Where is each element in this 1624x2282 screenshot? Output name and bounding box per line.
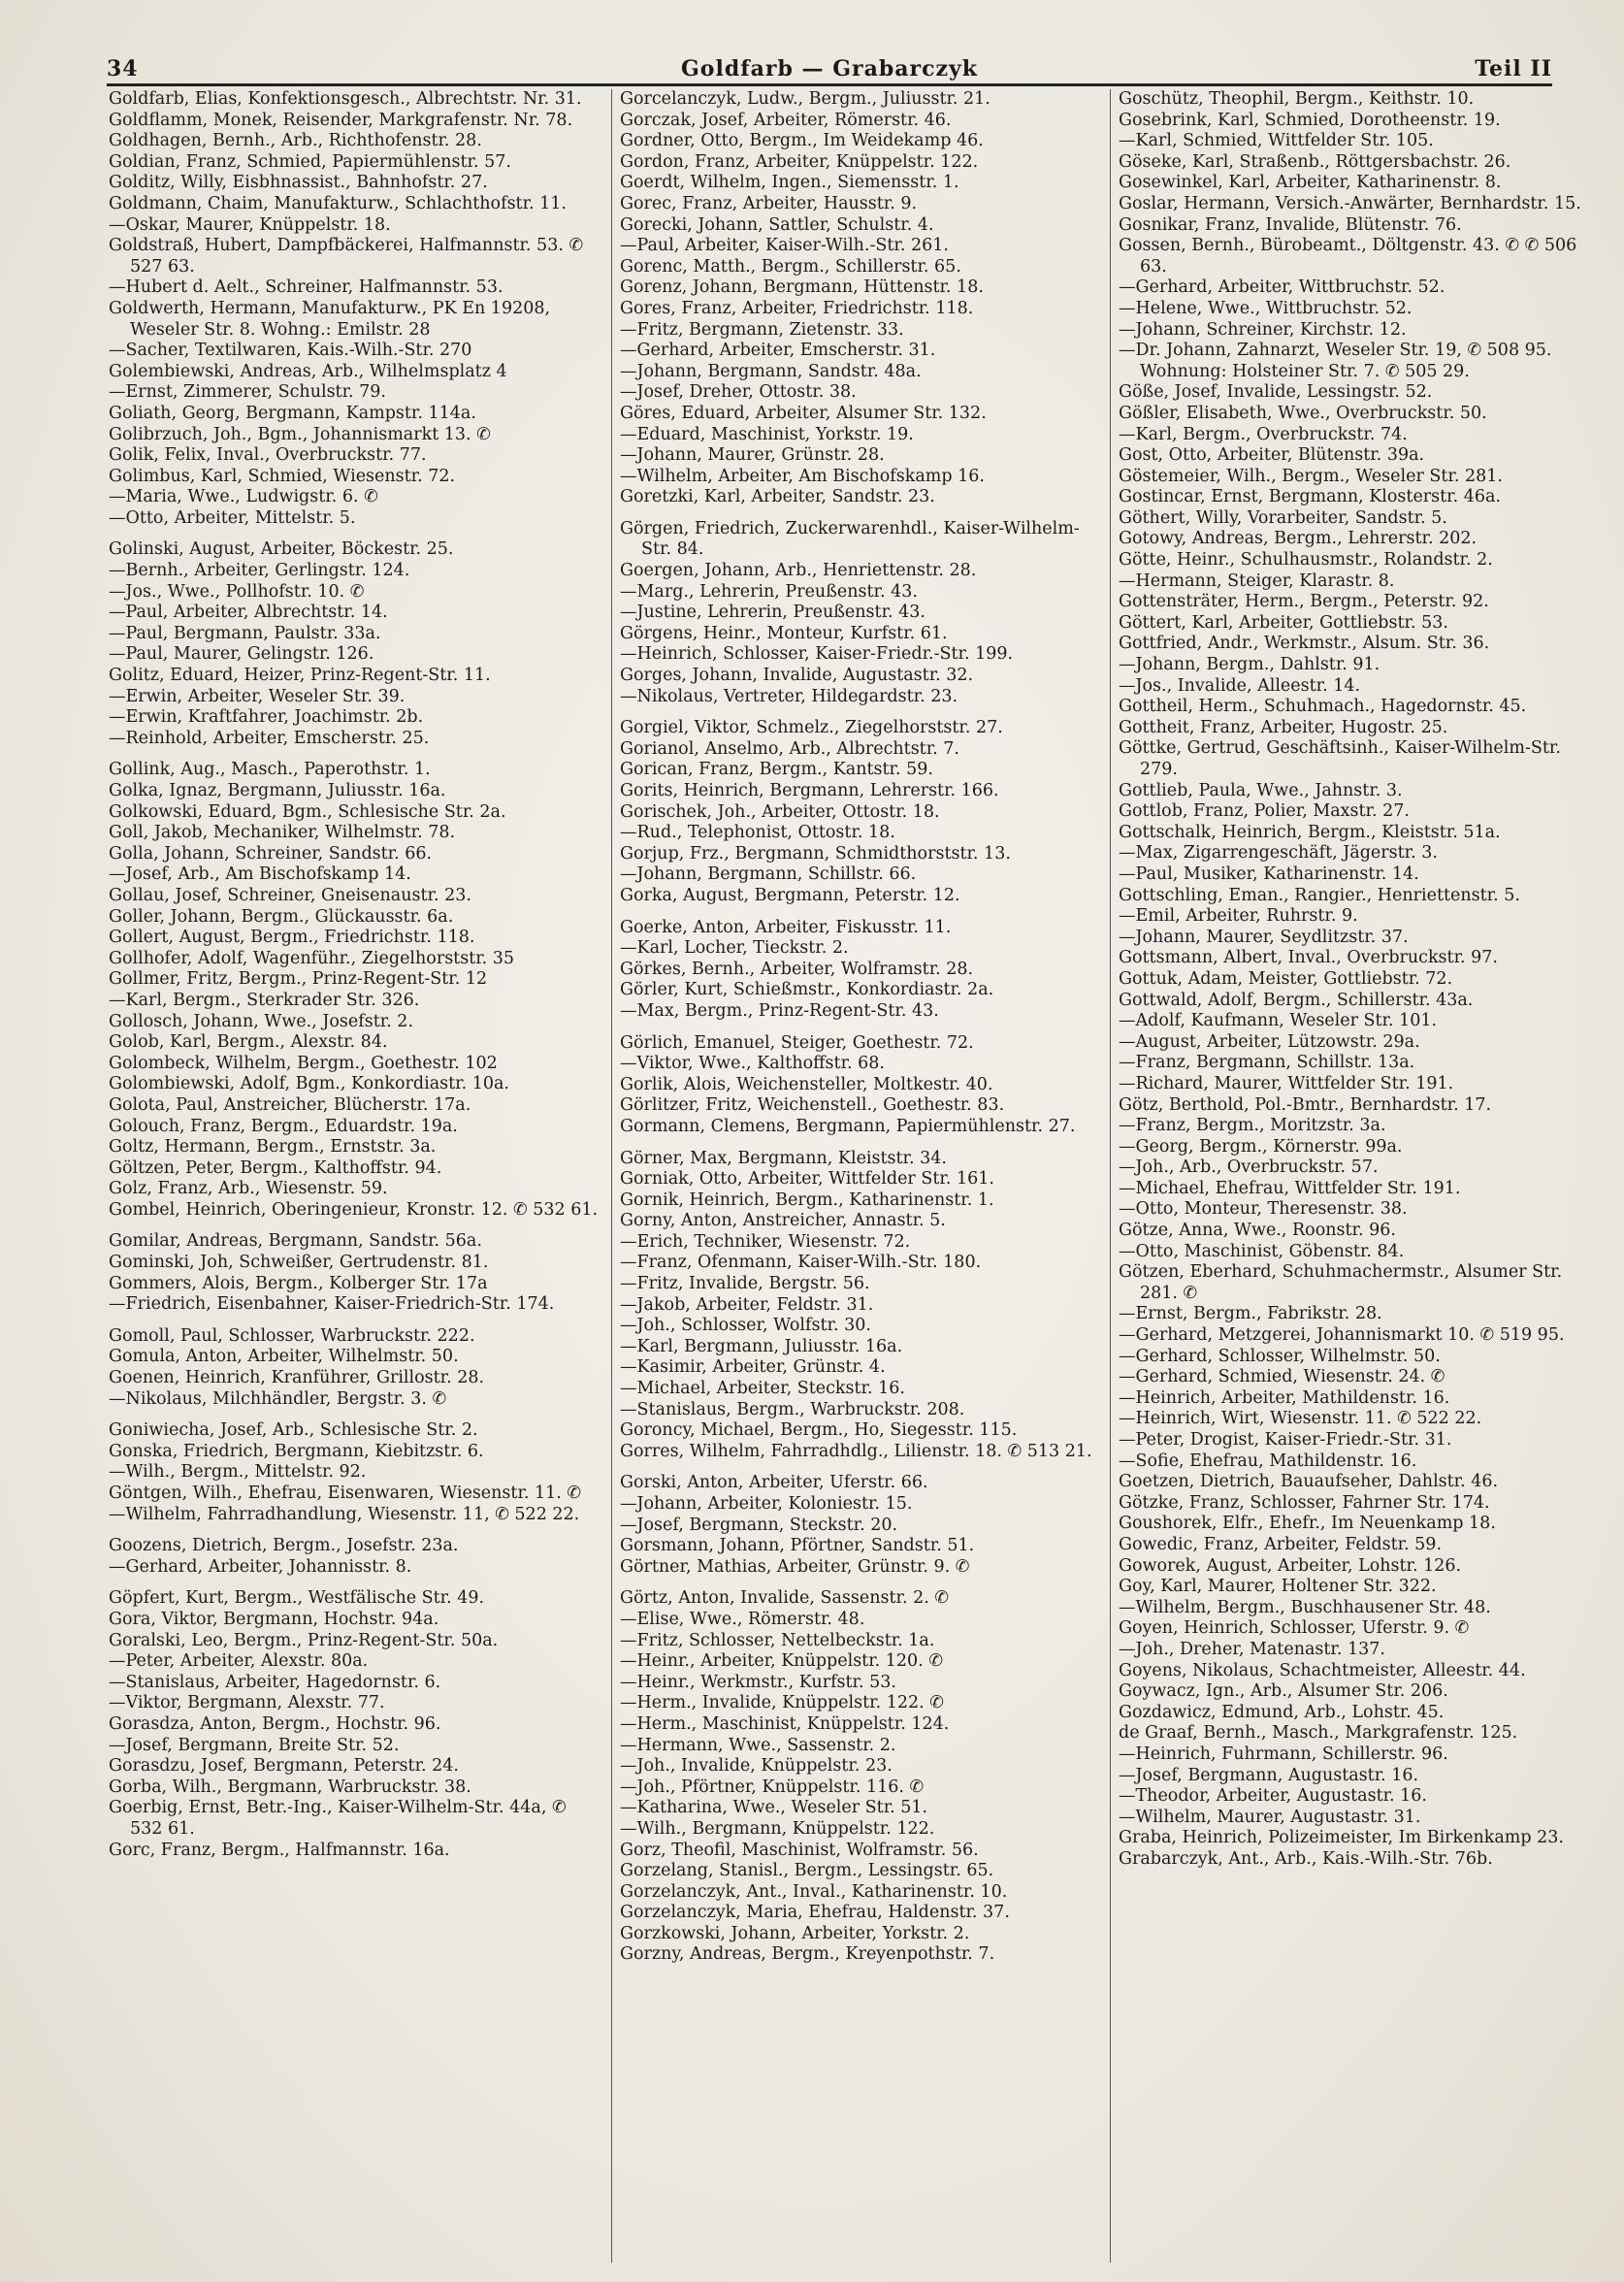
directory-entry: —Joh., Schlosser, Wolfstr. 30. [620, 1316, 871, 1336]
directory-entry: Gominski, Joh, Schweißer, Gertrudenstr. 81. [109, 1253, 489, 1273]
directory-entry: Golz, Franz, Arb., Wiesenstr. 59. [109, 1179, 388, 1199]
directory-entry: Gorges, Johann, Invalide, Augustastr. 32. [620, 666, 974, 686]
directory-entry: Goerbig, Ernst, Betr.-Ing., Kaiser-Wilhelm-Str. 44a, ✆ 532 61. [109, 1798, 567, 1839]
directory-entry: Gommers, Alois, Bergm., Kolberger Str. 17a [109, 1273, 488, 1293]
directory-entry: Gorgiel, Viktor, Schmelz., Ziegelhorststr. 27. [620, 718, 1003, 738]
directory-entry: Goyen, Heinrich, Schlosser, Uferstr. 9. ✆ [1119, 1618, 1470, 1639]
directory-entry: —Rud., Telephonist, Ottostr. 18. [620, 823, 895, 843]
entry-gap [620, 1578, 1102, 1588]
directory-entry: Goywacz, Ign., Arb., Alsumer Str. 206. [1119, 1681, 1448, 1702]
directory-entry: Götzke, Franz, Schlosser, Fahrner Str. 174. [1119, 1492, 1490, 1513]
entry-gap [620, 1462, 1102, 1473]
directory-entry: Goliath, Georg, Bergmann, Kampstr. 114a. [109, 403, 476, 423]
directory-entry: Gomilar, Andreas, Bergmann, Sandstr. 56a. [109, 1231, 482, 1252]
page-number: 34 [107, 56, 139, 82]
directory-entry: —Gerhard, Arbeiter, Wittbruchstr. 52. [1119, 277, 1445, 298]
directory-entry: Görler, Kurt, Schießmstr., Konkordiastr. 2a. [620, 980, 994, 1000]
directory-entry: Gorjup, Frz., Bergmann, Schmidthorststr. 13. [620, 843, 1011, 864]
directory-entry: Görlitzer, Fritz, Weichenstell., Goethestr. 83. [620, 1095, 1005, 1116]
directory-entry: —Johann, Schreiner, Kirchstr. 12. [1119, 319, 1407, 340]
directory-entry: —Paul, Maurer, Gelingstr. 126. [109, 644, 374, 665]
directory-entry: Golouch, Franz, Bergm., Eduardstr. 19a. [109, 1116, 458, 1136]
directory-entry: Gorski, Anton, Arbeiter, Uferstr. 66. [620, 1473, 928, 1493]
header-rule [107, 83, 1552, 86]
directory-entry: —Michael, Arbeiter, Steckstr. 16. [620, 1379, 905, 1399]
directory-entry: —Sacher, Textilwaren, Kais.-Wilh.-Str. 270 [109, 341, 472, 361]
directory-entry: Göpfert, Kurt, Bergm., Westfälische Str. 49. [109, 1588, 485, 1609]
directory-column-3 [1110, 89, 1581, 2263]
directory-entry: Görtner, Mathias, Arbeiter, Grünstr. 9. ✆ [620, 1556, 970, 1577]
directory-entry: Gorecki, Johann, Sattler, Schulstr. 4. [620, 214, 934, 235]
directory-entry: Gores, Franz, Arbeiter, Friedrichstr. 118. [620, 298, 974, 318]
directory-entry: —Ernst, Bergm., Fabrikstr. 28. [1119, 1304, 1382, 1324]
directory-entry: Gorasdzu, Josef, Bergmann, Peterstr. 24. [109, 1756, 459, 1777]
directory-entry: Gottlieb, Paula, Wwe., Jahnstr. 3. [1119, 780, 1403, 800]
directory-entry: Golditz, Willy, Eisbhnassist., Bahnhofstr. 27. [109, 173, 488, 193]
directory-entry: —Richard, Maurer, Wittfelder Str. 191. [1119, 1073, 1454, 1093]
directory-entry: Golkowski, Eduard, Bgm., Schlesische Str. 2a. [109, 801, 506, 822]
directory-entry: Gottwald, Adolf, Bergm., Schillerstr. 43a. [1119, 990, 1474, 1010]
directory-entry: —Josef, Bergmann, Augustastr. 16. [1119, 1765, 1419, 1785]
entry-gap [620, 707, 1102, 718]
directory-entry: Gorican, Franz, Bergm., Kantstr. 59. [620, 760, 933, 780]
directory-entry: Goldfarb, Elias, Konfektionsgesch., Albrechtstr. Nr. 31. [109, 89, 582, 109]
directory-entry: —Gerhard, Arbeiter, Emscherstr. 31. [620, 341, 936, 361]
directory-entry: Gordon, Franz, Arbeiter, Knüppelstr. 122. [620, 151, 979, 172]
directory-entry: Göthert, Willy, Vorarbeiter, Sandstr. 5. [1119, 507, 1447, 528]
directory-entry: Görkes, Bernh., Arbeiter, Wolframstr. 28. [620, 959, 974, 979]
directory-entry: Göstemeier, Wilh., Bergm., Weseler Str. 281. [1119, 466, 1503, 486]
directory-entry: —Maria, Wwe., Ludwigstr. 6. ✆ [109, 487, 378, 507]
directory-entry: Goldmann, Chaim, Manufakturw., Schlachthofstr. 11. [109, 193, 567, 213]
directory-entry: —Oskar, Maurer, Knüppelstr. 18. [109, 214, 391, 235]
directory-entry: —Ernst, Zimmerer, Schulstr. 79. [109, 382, 386, 403]
directory-entry: —Max, Bergm., Prinz-Regent-Str. 43. [620, 1000, 939, 1021]
directory-entry: Gottschalk, Heinrich, Bergm., Kleiststr. 51a. [1119, 822, 1501, 842]
directory-entry: —Karl, Bergm., Overbruckstr. 74. [1119, 424, 1408, 444]
directory-entry: Görgens, Heinr., Monteur, Kurfstr. 61. [620, 623, 948, 643]
directory-entry: —Bernh., Arbeiter, Gerlingstr. 124. [109, 561, 410, 581]
directory-entry: Gorasdza, Anton, Bergm., Hochstr. 96. [109, 1713, 441, 1734]
directory-entry: —Kasimir, Arbeiter, Grünstr. 4. [620, 1357, 886, 1378]
directory-entry: Golombeck, Wilhelm, Bergm., Goethestr. 102 [109, 1053, 498, 1073]
directory-entry: Götz, Berthold, Pol.-Bmtr., Bernhardstr. 17. [1119, 1094, 1492, 1115]
directory-entry: —Gerhard, Schmied, Wiesenstr. 24. ✆ [1119, 1367, 1445, 1387]
directory-entry: —Paul, Arbeiter, Kaiser-Wilh.-Str. 261. [620, 236, 949, 256]
entry-gap [109, 1525, 601, 1536]
directory-entry: —Friedrich, Eisenbahner, Kaiser-Friedrich-Str. 174. [109, 1294, 555, 1315]
directory-entry: —Sofie, Ehefrau, Mathildenstr. 16. [1119, 1451, 1417, 1471]
directory-entry: —Heinrich, Wirt, Wiesenstr. 11. ✆ 522 22. [1119, 1409, 1482, 1429]
entry-gap [109, 749, 601, 760]
directory-entry: —Franz, Ofenmann, Kaiser-Wilh.-Str. 180. [620, 1253, 982, 1273]
directory-column-1 [109, 89, 611, 2263]
directory-entry: Goldflamm, Monek, Reisender, Markgrafenstr. Nr. 78. [109, 110, 573, 130]
directory-entry: Gorsmann, Johann, Pförtner, Sandstr. 51. [620, 1536, 975, 1556]
directory-entry: —Emil, Arbeiter, Ruhrstr. 9. [1119, 906, 1358, 927]
directory-entry: Gostincar, Ernst, Bergmann, Klosterstr. 46a. [1119, 487, 1502, 507]
directory-entry: —Wilhelm, Bergm., Buschhausener Str. 48. [1119, 1597, 1491, 1617]
directory-entry: —Max, Zigarrengeschäft, Jägerstr. 3. [1119, 843, 1438, 864]
directory-entry: Golinski, August, Arbeiter, Böckestr. 25. [109, 539, 454, 560]
directory-entry: —Erwin, Kraftfahrer, Joachimstr. 2b. [109, 707, 424, 728]
directory-entry: —Erich, Techniker, Wiesenstr. 72. [620, 1231, 911, 1252]
directory-entry: Goniwiecha, Josef, Arb., Schlesische Str. 2. [109, 1420, 478, 1441]
directory-entry: Gorianol, Anselmo, Arb., Albrechtstr. 7. [620, 738, 959, 759]
directory-entry: —Paul, Musiker, Katharinenstr. 14. [1119, 864, 1419, 884]
directory-entry: Görgen, Friedrich, Zuckerwarenhdl., Kaiser-Wilhelm-Str. 84. [620, 518, 1080, 560]
directory-entry: Göntgen, Wilh., Ehefrau, Eisenwaren, Wiesenstr. 11. ✆ [109, 1483, 582, 1503]
directory-entry: —Eduard, Maschinist, Yorkstr. 19. [620, 424, 914, 444]
directory-entry: Göttert, Karl, Arbeiter, Gottliebstr. 53. [1119, 612, 1448, 633]
directory-entry: Göße, Josef, Invalide, Lessingstr. 52. [1119, 382, 1433, 403]
directory-entry: —Johann, Bergmann, Schillstr. 66. [620, 864, 917, 885]
directory-entry: Gorec, Franz, Arbeiter, Hausstr. 9. [620, 193, 918, 213]
directory-entry: —Nikolaus, Milchhändler, Bergstr. 3. ✆ [109, 1388, 447, 1409]
directory-entry: Gorenz, Johann, Bergmann, Hüttenstr. 18. [620, 277, 984, 298]
directory-entry: —Joh., Arb., Overbruckstr. 57. [1119, 1157, 1379, 1178]
directory-entry: Goslar, Hermann, Versich.-Anwärter, Bernhardstr. 15. [1119, 193, 1581, 213]
directory-entry: Goworek, August, Arbeiter, Lohstr. 126. [1119, 1555, 1462, 1576]
directory-entry: —Josef, Arb., Am Bischofskamp 14. [109, 864, 411, 885]
directory-entry: Gorzkowski, Johann, Arbeiter, Yorkstr. 2. [620, 1923, 970, 1943]
directory-entry: Goy, Karl, Maurer, Holtener Str. 322. [1119, 1577, 1437, 1597]
directory-entry: —Gerhard, Arbeiter, Johannisstr. 8. [109, 1556, 412, 1577]
directory-entry: Gorc, Franz, Bergm., Halfmannstr. 16a. [109, 1840, 450, 1860]
directory-entry: —Joh., Dreher, Matenastr. 137. [1119, 1639, 1385, 1659]
directory-entry: —Dr. Johann, Zahnarzt, Weseler Str. 19, ✆ 508 95. Wohnung: Holsteiner Str. 7. ✆ 505 29. [1119, 341, 1552, 381]
directory-entry: —August, Arbeiter, Lützowstr. 29a. [1119, 1031, 1420, 1052]
directory-entry: Goralski, Leo, Bergm., Prinz-Regent-Str. 50a. [109, 1630, 499, 1650]
directory-entry: Golka, Ignaz, Bergmann, Juliusstr. 16a. [109, 781, 446, 800]
entry-gap [109, 1316, 601, 1326]
directory-entry: —Fritz, Bergmann, Zietenstr. 33. [620, 319, 904, 340]
directory-entry: Gottensträter, Herm., Bergm., Peterstr. 92. [1119, 592, 1489, 612]
entry-gap [109, 1221, 601, 1231]
directory-entry: Golota, Paul, Anstreicher, Blücherstr. 17a. [109, 1094, 471, 1115]
directory-entry: Gottheit, Franz, Arbeiter, Hugostr. 25. [1119, 717, 1448, 737]
directory-entry: —Johann, Maurer, Seydlitzstr. 37. [1119, 927, 1409, 947]
directory-entry: —Wilhelm, Arbeiter, Am Bischofskamp 16. [620, 466, 985, 486]
directory-entry: Gonska, Friedrich, Bergmann, Kiebitzstr. 6. [109, 1441, 484, 1461]
directory-entry: —Stanislaus, Arbeiter, Hagedornstr. 6. [109, 1672, 441, 1692]
directory-entry: Goenen, Heinrich, Kranführer, Grillostr. 28. [109, 1368, 485, 1388]
directory-entry: —Karl, Schmied, Wittfelder Str. 105. [1119, 131, 1434, 151]
directory-entry: —Peter, Drogist, Kaiser-Friedr.-Str. 31. [1119, 1430, 1452, 1450]
directory-entry: Golob, Karl, Bergm., Alexstr. 84. [109, 1032, 388, 1053]
directory-entry: Goerdt, Wilhelm, Ingen., Siemensstr. 1. [620, 173, 959, 193]
directory-entry: —Joh., Pförtner, Knüppelstr. 116. ✆ [620, 1777, 925, 1797]
directory-entry: —Nikolaus, Vertreter, Hildegardstr. 23. [620, 686, 958, 706]
directory-entry: Gottuk, Adam, Meister, Gottliebstr. 72. [1119, 968, 1453, 989]
directory-entry: —Erwin, Arbeiter, Weseler Str. 39. [109, 686, 406, 706]
directory-entry: Gosewinkel, Karl, Arbeiter, Katharinenstr. 8. [1119, 173, 1502, 193]
directory-entry: de Graaf, Bernh., Masch., Markgrafenstr. 125. [1119, 1723, 1518, 1744]
directory-entry: —Heinrich, Fuhrmann, Schillerstr. 96. [1119, 1744, 1448, 1764]
directory-entry: Gorits, Heinrich, Bergmann, Lehrerstr. 166. [620, 781, 999, 800]
directory-entry: —Joh., Invalide, Knüppelstr. 23. [620, 1756, 893, 1777]
directory-entry: —Franz, Bergm., Moritzstr. 3a. [1119, 1116, 1386, 1136]
directory-entry: Gorcelanczyk, Ludw., Bergm., Juliusstr. 21. [620, 89, 991, 109]
directory-entry: —Gerhard, Schlosser, Wilhelmstr. 50. [1119, 1346, 1441, 1366]
directory-entry: Golibrzuch, Joh., Bgm., Johannismarkt 13. ✆ [109, 424, 491, 444]
directory-entry: Gosebrink, Karl, Schmied, Dorotheenstr. 19. [1119, 110, 1501, 130]
directory-entry: Gomoll, Paul, Schlosser, Warbruckstr. 222. [109, 1325, 475, 1346]
directory-entry: —Wilh., Bergm., Mittelstr. 92. [109, 1462, 367, 1483]
directory-entry: Goschütz, Theophil, Bergm., Keithstr. 10. [1119, 89, 1475, 109]
directory-entry: —Viktor, Wwe., Kalthoffstr. 68. [620, 1054, 885, 1074]
directory-entry: —Stanislaus, Bergm., Warbruckstr. 208. [620, 1399, 965, 1419]
directory-entry: —Otto, Monteur, Theresenstr. 38. [1119, 1199, 1408, 1220]
entry-gap [620, 1138, 1102, 1149]
directory-entry: Golitz, Eduard, Heizer, Prinz-Regent-Str. 11. [109, 666, 491, 686]
directory-entry: —Johann, Maurer, Grünstr. 28. [620, 445, 885, 466]
directory-entry: —Karl, Locher, Tieckstr. 2. [620, 938, 849, 959]
directory-entry: —Wilh., Bergmann, Knüppelstr. 122. [620, 1818, 935, 1839]
directory-entry: Goller, Johann, Bergm., Glückausstr. 6a. [109, 906, 454, 927]
directory-entry: —Josef, Bergmann, Steckstr. 20. [620, 1515, 898, 1535]
directory-entry: Gossen, Bernh., Bürobeamt., Döltgenstr. 43. ✆ ✆ 506 63. [1119, 236, 1577, 277]
directory-entry: Gorz, Theofil, Maschinist, Wolframstr. 56. [620, 1840, 979, 1860]
directory-entry: —Johann, Bergmann, Sandstr. 48a. [620, 361, 922, 381]
directory-columns [109, 89, 1581, 2263]
directory-entry: Golembiewski, Andreas, Arb., Wilhelmsplatz 4 [109, 361, 507, 381]
directory-entry: Gollmer, Fritz, Bergm., Prinz-Regent-Str. 12 [109, 969, 488, 990]
directory-entry: Gotowy, Andreas, Bergm., Lehrerstr. 202. [1119, 529, 1478, 549]
directory-entry: Goretzki, Karl, Arbeiter, Sandstr. 23. [620, 487, 935, 507]
directory-entry: —Gerhard, Metzgerei, Johannismarkt 10. ✆ 519 95. [1119, 1325, 1565, 1346]
directory-entry: Gottfried, Andr., Werkmstr., Alsum. Str. 36. [1119, 634, 1490, 654]
directory-entry: Gorzny, Andreas, Bergm., Kreyenpothstr. 7. [620, 1944, 995, 1965]
directory-entry: Götze, Anna, Wwe., Roonstr. 96. [1119, 1221, 1396, 1241]
directory-entry: Golik, Felix, Inval., Overbruckstr. 77. [109, 445, 427, 466]
directory-entry: —Heinr., Arbeiter, Knüppelstr. 120. ✆ [620, 1651, 943, 1672]
directory-entry: —Otto, Maschinist, Göbenstr. 84. [1119, 1241, 1405, 1261]
directory-entry: —Fritz, Schlosser, Nettelbeckstr. 1a. [620, 1630, 935, 1650]
directory-entry: Gorlik, Alois, Weichensteller, Moltkestr. 40. [620, 1074, 993, 1094]
directory-entry: Gowedic, Franz, Arbeiter, Feldstr. 59. [1119, 1534, 1443, 1554]
directory-entry: —Josef, Dreher, Ottostr. 38. [620, 382, 857, 403]
directory-entry: —Hermann, Wwe., Sassenstr. 2. [620, 1735, 896, 1755]
directory-entry: Goltz, Hermann, Bergm., Ernststr. 3a. [109, 1137, 437, 1157]
entry-gap [109, 1410, 601, 1420]
entry-gap [109, 529, 601, 539]
directory-entry: —Wilhelm, Fahrradhandlung, Wiesenstr. 11, ✆ 522 22. [109, 1504, 580, 1524]
directory-entry: Goerke, Anton, Arbeiter, Fiskusstr. 11. [620, 917, 952, 937]
directory-entry: Götte, Heinr., Schulhausmstr., Rolandstr. 2. [1119, 550, 1493, 570]
directory-entry: Gombel, Heinrich, Oberingenieur, Kronstr. 12. ✆ 532 61. [109, 1199, 599, 1220]
directory-entry: Goll, Jakob, Mechaniker, Wilhelmstr. 78. [109, 823, 456, 843]
directory-entry: —Adolf, Kaufmann, Weseler Str. 101. [1119, 1011, 1438, 1031]
directory-entry: Gost, Otto, Arbeiter, Blütenstr. 39a. [1119, 445, 1425, 466]
directory-entry: Graba, Heinrich, Polizeimeister, Im Birkenkamp 23. [1119, 1828, 1564, 1848]
directory-entry: Gormann, Clemens, Bergmann, Papiermühlenstr. 27. [620, 1116, 1076, 1136]
directory-entry: —Johann, Arbeiter, Koloniestr. 15. [620, 1494, 913, 1514]
directory-entry: Grabarczyk, Ant., Arb., Kais.-Wilh.-Str. 76b. [1119, 1848, 1493, 1869]
directory-entry: Gomula, Anton, Arbeiter, Wilhelmstr. 50. [109, 1347, 459, 1367]
directory-entry: Goergen, Johann, Arb., Henriettenstr. 28. [620, 561, 977, 581]
directory-entry: —Elise, Wwe., Römerstr. 48. [620, 1609, 865, 1629]
directory-entry: Gorny, Anton, Anstreicher, Annastr. 5. [620, 1211, 946, 1231]
directory-entry: Goushorek, Elfr., Ehefr., Im Neuenkamp 18. [1119, 1514, 1496, 1534]
directory-entry: —Peter, Arbeiter, Alexstr. 80a. [109, 1651, 369, 1672]
directory-entry: —Paul, Arbeiter, Albrechtstr. 14. [109, 603, 388, 623]
directory-entry: Göttke, Gertrud, Geschäftsinh., Kaiser-Wilhelm-Str. 279. [1119, 738, 1561, 779]
directory-entry: Golimbus, Karl, Schmied, Wiesenstr. 72. [109, 466, 456, 486]
directory-entry: Gornik, Heinrich, Bergm., Katharinenstr. 1. [620, 1190, 994, 1210]
directory-entry: —Herm., Invalide, Knüppelstr. 122. ✆ [620, 1693, 944, 1713]
directory-entry: Gollhofer, Adolf, Wagenführ., Ziegelhorststr. 35 [109, 948, 515, 968]
directory-entry: —Viktor, Bergmann, Alexstr. 77. [109, 1693, 385, 1713]
directory-entry: —Hubert d. Aelt., Schreiner, Halfmannstr. 53. [109, 277, 503, 298]
directory-entry: Gottsmann, Albert, Inval., Overbruckstr. 97. [1119, 948, 1498, 968]
directory-entry: Görner, Max, Bergmann, Kleiststr. 34. [620, 1148, 947, 1168]
directory-entry: Gozdawicz, Edmund, Arb., Lohstr. 45. [1119, 1702, 1445, 1722]
directory-entry: Götzen, Eberhard, Schuhmachermstr., Alsumer Str. 281. ✆ [1119, 1262, 1563, 1303]
directory-entry: —Michael, Ehefrau, Wittfelder Str. 191. [1119, 1178, 1461, 1198]
directory-entry: —Katharina, Wwe., Weseler Str. 51. [620, 1798, 928, 1818]
directory-entry: Gollert, August, Bergm., Friedrichstr. 118. [109, 928, 475, 948]
directory-entry: Goldwerth, Hermann, Manufakturw., PK En 19208, Weseler Str. 8. Wohng.: Emilstr. 28 [109, 298, 551, 340]
directory-entry: Gollink, Aug., Masch., Paperothstr. 1. [109, 760, 431, 780]
directory-entry: —Heinr., Werkmstr., Kurfstr. 53. [620, 1672, 896, 1692]
directory-entry: —Marg., Lehrerin, Preußenstr. 43. [620, 581, 918, 602]
directory-entry: —Herm., Maschinist, Knüppelstr. 124. [620, 1713, 950, 1734]
directory-entry: —Heinrich, Schlosser, Kaiser-Friedr.-Str. 199. [620, 644, 1014, 665]
directory-entry: —Wilhelm, Maurer, Augustastr. 31. [1119, 1807, 1421, 1827]
directory-entry: —Johann, Bergm., Dahlstr. 91. [1119, 655, 1380, 675]
directory-entry: Gosnikar, Franz, Invalide, Blütenstr. 76. [1119, 214, 1462, 235]
page-header [107, 47, 1552, 82]
directory-entry: Göseke, Karl, Straßenb., Röttgersbachstr. 26. [1119, 151, 1511, 172]
directory-entry: —Paul, Bergmann, Paulstr. 33a. [109, 623, 381, 643]
directory-entry: Gollosch, Johann, Wwe., Josefstr. 2. [109, 1011, 414, 1031]
section-label: Teil II [1475, 56, 1552, 82]
directory-entry: Göltzen, Peter, Bergm., Kalthoffstr. 94. [109, 1157, 442, 1178]
directory-entry: Göres, Eduard, Arbeiter, Alsumer Str. 132. [620, 403, 987, 423]
directory-entry: —Jos., Wwe., Pollhofstr. 10. ✆ [109, 581, 365, 602]
directory-entry: —Justine, Lehrerin, Preußenstr. 43. [620, 603, 926, 623]
directory-entry: Gorba, Wilh., Bergmann, Warbruckstr. 38. [109, 1777, 471, 1797]
directory-entry: Gorenc, Matth., Bergm., Schillerstr. 65. [620, 256, 961, 277]
directory-entry: Gorres, Wilhelm, Fahrradhdlg., Lilienstr. 18. ✆ 513 21. [620, 1441, 1092, 1461]
directory-column-2 [611, 89, 1110, 2263]
directory-entry: —Jakob, Arbeiter, Feldstr. 31. [620, 1294, 874, 1315]
directory-entry: Gorzelang, Stanisl., Bergm., Lessingstr. 65. [620, 1861, 994, 1881]
directory-entry: —Helene, Wwe., Wittbruchstr. 52. [1119, 298, 1413, 318]
directory-entry: Golla, Johann, Schreiner, Sandstr. 66. [109, 843, 433, 864]
directory-entry: —Georg, Bergm., Körnerstr. 99a. [1119, 1136, 1403, 1157]
directory-entry: Goldian, Franz, Schmied, Papiermühlenstr. 57. [109, 151, 511, 172]
directory-entry: Gößler, Elisabeth, Wwe., Overbruckstr. 50. [1119, 403, 1487, 423]
directory-entry: Goozens, Dietrich, Bergm., Josefstr. 23a. [109, 1536, 459, 1556]
directory-entry: —Heinrich, Arbeiter, Mathildenstr. 16. [1119, 1387, 1450, 1408]
entry-gap [620, 508, 1102, 519]
directory-entry: Golombiewski, Adolf, Bgm., Konkordiastr. 10a. [109, 1074, 509, 1094]
directory-entry: —Franz, Bergmann, Schillstr. 13a. [1119, 1053, 1415, 1073]
directory-entry: Goldstraß, Hubert, Dampfbäckerei, Halfmannstr. 53. ✆ 527 63. [109, 236, 584, 277]
directory-entry: Gorzelanczyk, Maria, Ehefrau, Haldenstr. 37. [620, 1903, 1010, 1923]
directory-entry: —Fritz, Invalide, Bergstr. 56. [620, 1274, 870, 1294]
directory-entry: Goroncy, Michael, Bergm., Ho, Siegesstr. 115. [620, 1420, 1018, 1441]
directory-entry: Goetzen, Dietrich, Bauaufseher, Dahlstr. 46. [1119, 1472, 1499, 1492]
directory-entry: —Karl, Bergmann, Juliusstr. 16a. [620, 1336, 903, 1356]
directory-entry: —Reinhold, Arbeiter, Emscherstr. 25. [109, 728, 430, 748]
entry-gap [620, 907, 1102, 918]
directory-entry: Gora, Viktor, Bergmann, Hochstr. 94a. [109, 1609, 439, 1629]
directory-entry: Gollau, Josef, Schreiner, Gneisenaustr. 23. [109, 885, 471, 905]
directory-entry: Goyens, Nikolaus, Schachtmeister, Alleestr. 44. [1119, 1660, 1526, 1680]
directory-entry: Gottheil, Herm., Schuhmach., Hagedornstr. 45. [1119, 697, 1527, 717]
directory-entry: Gorczak, Josef, Arbeiter, Römerstr. 46. [620, 110, 952, 130]
directory-entry: Gorischek, Joh., Arbeiter, Ottostr. 18. [620, 801, 940, 822]
entry-gap [620, 1023, 1102, 1033]
directory-entry: —Hermann, Steiger, Klarastr. 8. [1119, 570, 1395, 591]
directory-entry: —Josef, Bergmann, Breite Str. 52. [109, 1735, 400, 1755]
entry-gap [109, 1578, 601, 1588]
directory-entry: Görlich, Emanuel, Steiger, Goethestr. 72. [620, 1032, 974, 1053]
directory-entry: Gottlob, Franz, Polier, Maxstr. 27. [1119, 801, 1410, 822]
directory-entry: Gorzelanczyk, Ant., Inval., Katharinenstr. 10. [620, 1881, 1008, 1902]
directory-entry: Gordner, Otto, Bergm., Im Weidekamp 46. [620, 131, 984, 151]
directory-entry: Gorniak, Otto, Arbeiter, Wittfelder Str. 161. [620, 1169, 994, 1190]
directory-entry: —Otto, Arbeiter, Mittelstr. 5. [109, 507, 356, 528]
directory-entry: —Theodor, Arbeiter, Augustastr. 16. [1119, 1786, 1427, 1807]
directory-entry: Görtz, Anton, Invalide, Sassenstr. 2. ✆ [620, 1588, 950, 1609]
directory-entry: Gottschling, Eman., Rangier., Henriettenstr. 5. [1119, 885, 1520, 905]
directory-entry: Gorka, August, Bergmann, Peterstr. 12. [620, 885, 960, 905]
running-title: Goldfarb — Grabarczyk [681, 56, 978, 82]
directory-entry: Goldhagen, Bernh., Arb., Richthofenstr. 28. [109, 131, 482, 151]
directory-entry: —Karl, Bergm., Sterkrader Str. 326. [109, 990, 420, 1010]
directory-entry: —Jos., Invalide, Alleestr. 14. [1119, 675, 1361, 696]
